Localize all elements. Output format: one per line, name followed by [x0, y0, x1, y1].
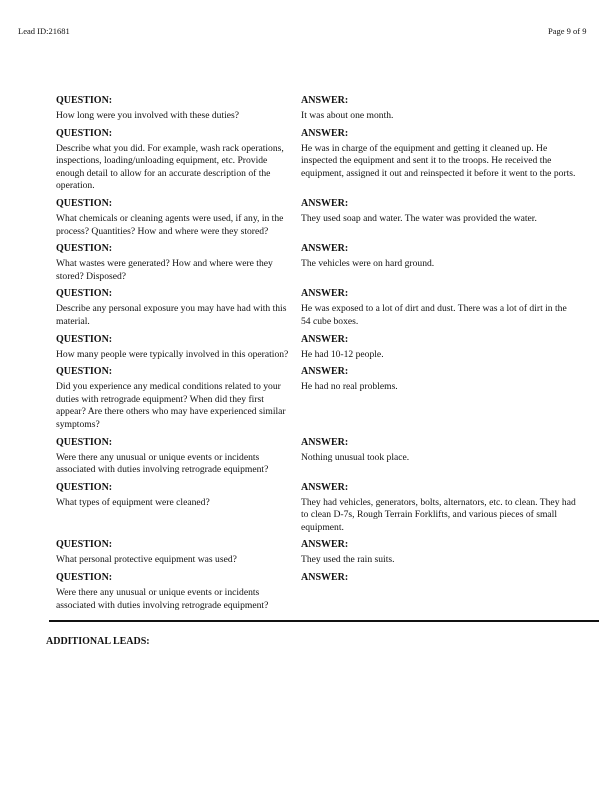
- qa-row: [56, 365, 601, 431]
- question-text: Did you experience any medical conditions related to your duties with retrograde equipment? When did they first appear? Are there others who may have experienced similar symptoms?: [56, 381, 286, 430]
- question-text: How long were you involved with these duties?: [56, 110, 240, 121]
- question-label: QUESTION:: [56, 127, 113, 139]
- page-number: Page 9 of 9: [548, 26, 587, 36]
- answer-text: It was about one month.: [301, 110, 394, 121]
- question-text: Were there any unusual or unique events or incidents associated with duties involving retrograde equipment?: [56, 587, 269, 611]
- qa-row: [56, 436, 601, 477]
- answer-label: ANSWER:: [301, 127, 349, 139]
- question-text: How many people were typically involved in this operation?: [56, 348, 289, 360]
- answer-block: [301, 127, 576, 193]
- qa-row: [56, 481, 601, 535]
- question-block: [56, 481, 296, 535]
- qa-row: [56, 197, 601, 238]
- additional-leads-heading: ADDITIONAL LEADS:: [46, 636, 150, 647]
- answer-text: The vehicles were on hard ground.: [301, 258, 435, 270]
- question-text: Were there any unusual or unique events or incidents associated with duties involving retrograde equipment?: [56, 451, 269, 476]
- answer-block: [301, 333, 576, 362]
- qa-row: [56, 287, 601, 328]
- answer-text: They used the rain suits.: [301, 554, 395, 566]
- question-block: [56, 538, 296, 567]
- answer-label: ANSWER:: [301, 539, 349, 551]
- question-label: QUESTION:: [56, 366, 113, 378]
- answer-text: He was exposed to a lot of dirt and dust. There was a lot of dirt in the 54 cube boxes.: [301, 303, 567, 327]
- qa-row: [56, 571, 601, 612]
- question-label: QUESTION:: [56, 333, 113, 345]
- answer-text: He had 10-12 people.: [301, 348, 384, 360]
- divider: [49, 620, 599, 622]
- answer-text: He had no real problems.: [301, 381, 398, 393]
- qa-row: [56, 127, 601, 193]
- question-block: [56, 197, 296, 238]
- question-block: [56, 94, 296, 123]
- question-block: [56, 287, 296, 328]
- answer-label: ANSWER:: [301, 243, 349, 255]
- answer-label: ANSWER:: [301, 572, 349, 584]
- question-block: [56, 333, 296, 362]
- answer-block: [301, 481, 576, 535]
- question-label: QUESTION:: [56, 243, 113, 255]
- answer-label: ANSWER:: [301, 366, 349, 378]
- question-label: QUESTION:: [56, 572, 113, 584]
- answer-text: They had vehicles, generators, bolts, alternators, etc. to clean. They had to clean D-7s, Rough Terrain Forklifts, and various pieces of small equipment.: [301, 496, 576, 533]
- question-block: [56, 365, 296, 431]
- answer-block: [301, 436, 576, 477]
- lead-id: Lead ID:21681: [18, 26, 70, 36]
- answer-label: ANSWER:: [301, 436, 349, 448]
- answer-block: [301, 538, 576, 567]
- question-label: QUESTION:: [56, 481, 113, 493]
- question-text: What types of equipment were cleaned?: [56, 496, 210, 508]
- answer-label: ANSWER:: [301, 197, 349, 209]
- question-label: QUESTION:: [56, 95, 113, 106]
- answer-label: ANSWER:: [301, 481, 349, 493]
- answer-block: [301, 242, 576, 283]
- answer-text: He was in charge of the equipment and getting it cleaned up. He inspected the equipment and sent it to the troops. He received the equipment, assigned it out and reinspected it before it went to the ports.: [301, 142, 576, 179]
- question-label: QUESTION:: [56, 288, 113, 300]
- answer-label: ANSWER:: [301, 333, 349, 345]
- question-text: What personal protective equipment was used?: [56, 554, 237, 566]
- question-block: [56, 127, 296, 193]
- question-text: Describe any personal exposure you may have had with this material.: [56, 303, 287, 327]
- answer-block: [301, 197, 576, 238]
- question-block: [56, 571, 296, 612]
- answer-block: [301, 365, 576, 431]
- question-block: [56, 436, 296, 477]
- qa-row: [56, 242, 601, 283]
- qa-row: [56, 538, 601, 567]
- question-block: [56, 242, 296, 283]
- question-label: QUESTION:: [56, 197, 113, 209]
- answer-block: [301, 94, 576, 123]
- qa-row: [56, 94, 601, 123]
- qa-list: [56, 94, 601, 616]
- question-text: Describe what you did. For example, wash rack operations, inspections, loading/unloading equipment, etc. Provide enough detail to allow for an accurate description of the operation.: [56, 142, 284, 192]
- question-text: What chemicals or cleaning agents were used, if any, in the process? Quantities? How and where were they stored?: [56, 212, 284, 237]
- answer-text: Nothing unusual took place.: [301, 451, 410, 463]
- answer-block: [301, 571, 576, 612]
- answer-text: They used soap and water. The water was provided the water.: [301, 212, 537, 224]
- question-label: QUESTION:: [56, 436, 113, 448]
- answer-block: [301, 287, 576, 328]
- answer-label: ANSWER:: [301, 95, 349, 106]
- qa-row: [56, 333, 601, 362]
- question-label: QUESTION:: [56, 539, 113, 551]
- question-text: What wastes were generated? How and where were they stored? Disposed?: [56, 258, 273, 282]
- answer-label: ANSWER:: [301, 288, 349, 300]
